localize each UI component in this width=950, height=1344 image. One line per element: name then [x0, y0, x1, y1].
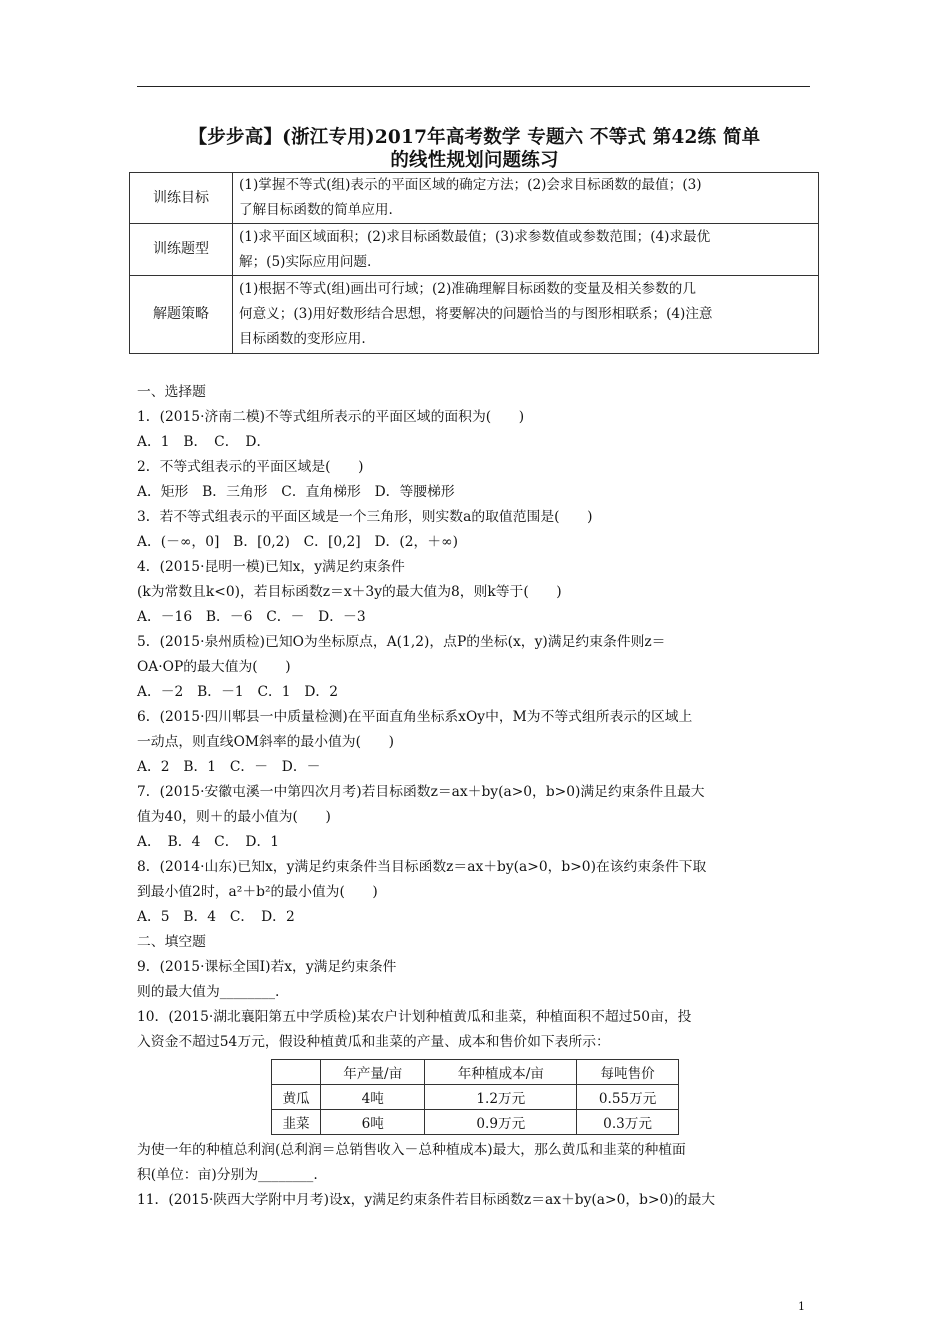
question-9: 9．(2015·课标全国Ⅰ)若x，y满足约束条件 [137, 959, 397, 975]
row-line: 何意义；(3)用好数形结合思想，将要解决的问题恰当的与图形相联系；(4)注意 [239, 306, 713, 322]
question-8: 8．(2014·山东)已知x，y满足约束条件当目标函数z＝ax＋by(a>0，b>0)在该约束条件下取 [137, 859, 707, 875]
question-4-options: A．－16 B．－6 C．－ D．－3 [137, 609, 366, 625]
question-1-options: A．1 B． C． D． [137, 434, 271, 450]
row-label: 解题策略 [130, 276, 233, 354]
question-8-cont: 到最小值2时，a²＋b²的最小值为( ) [137, 884, 378, 900]
question-7-cont: 值为40，则＋的最小值为( ) [137, 809, 331, 825]
question-6-options: A．2 B．1 C．－ D．－ [137, 759, 321, 775]
question-10-tail: 为使一年的种植总利润(总利润＝总销售收入－总种植成本)最大，那么黄瓜和韭菜的种植面 [137, 1142, 686, 1158]
question-10: 10．(2015·湖北襄阳第五中学质检)某农户计划种植黄瓜和韭菜，种植面积不超过50亩，投 [137, 1009, 692, 1025]
page-title [137, 126, 812, 172]
table-cell: 黄瓜 [272, 1085, 321, 1110]
question-8-options: A．5 B．4 C． D．2 [137, 909, 295, 925]
question-5-options: A．－2 B．－1 C．1 D．2 [137, 684, 339, 700]
table-row [130, 276, 819, 354]
training-goals-table [129, 172, 819, 354]
crop-data-table [271, 1059, 679, 1135]
section-heading-choice: 一、选择题 [137, 384, 206, 400]
question-5-cont: OA·OP的最大值为( ) [137, 659, 291, 675]
table-cell: 4吨 [321, 1085, 425, 1110]
table-row [130, 224, 819, 276]
question-6-cont: 一动点，则直线OM斜率的最小值为( ) [137, 734, 394, 750]
table-row [272, 1110, 679, 1135]
question-6: 6．(2015·四川郫县一中质量检测)在平面直角坐标系xOy中，M为不等式组所表示的区域上 [137, 709, 693, 725]
row-line: (1)求平面区域面积；(2)求目标函数最值；(3)求参数值或参数范围；(4)求最优 [239, 228, 711, 245]
row-line: 目标函数的变形应用. [239, 331, 366, 347]
header-cell [272, 1060, 321, 1085]
table-cell: 0.55万元 [577, 1085, 679, 1110]
question-4-cont: (k为常数且k<0)，若目标函数z＝x＋3y的最大值为8，则k等于( ) [137, 584, 562, 600]
table-row [130, 173, 819, 224]
question-1: 1．(2015·济南二模)不等式组所表示的平面区域的面积为( ) [137, 409, 525, 425]
header-cell: 年种植成本/亩 [425, 1060, 577, 1085]
table-cell: 0.9万元 [425, 1110, 577, 1135]
row-line: 解；(5)实际应用问题. [239, 253, 372, 270]
row-content [233, 224, 819, 276]
row-line: (1)掌握不等式(组)表示的平面区域的确定方法；(2)会求目标函数的最值；(3) [239, 177, 702, 193]
row-line: (1)根据不等式(组)画出可行域；(2)准确理解目标函数的变量及相关参数的几 [239, 281, 696, 297]
header-cell: 每吨售价 [577, 1060, 679, 1085]
table-cell: 韭菜 [272, 1110, 321, 1135]
question-3: 3．若不等式组表示的平面区域是一个三角形，则实数a的取值范围是( ) [137, 509, 593, 525]
question-10-cont: 入资金不超过54万元，假设种植黄瓜和韭菜的产量、成本和售价如下表所示： [137, 1034, 610, 1050]
row-line: 了解目标函数的简单应用. [239, 202, 393, 218]
header-cell: 年产量/亩 [321, 1060, 425, 1085]
section-heading-fill: 二、填空题 [137, 934, 206, 950]
row-content [233, 173, 819, 224]
question-3-options: A．(－∞，0] B．[0,2) C．[0,2] D．(2，＋∞) [137, 534, 458, 550]
title-line-1: 【步步高】(浙江专用)2017年高考数学 专题六 不等式 第42练 简单 [188, 127, 761, 148]
row-label: 训练题型 [130, 224, 233, 276]
table-cell: 0.3万元 [577, 1110, 679, 1135]
question-7-options: A． B．4 C． D．1 [137, 834, 280, 850]
question-9-cont: 则的最大值为________. [137, 984, 280, 1000]
table-header-row [272, 1060, 679, 1085]
row-content [233, 276, 819, 354]
question-5: 5．(2015·泉州质检)已知O为坐标原点，A(1,2)，点P的坐标(x，y)满足约束条件则z＝ [137, 634, 666, 650]
question-4: 4．(2015·昆明一模)已知x，y满足约束条件 [137, 559, 405, 575]
table-row [272, 1085, 679, 1110]
page-number: 1 [798, 1300, 805, 1313]
table-cell: 6吨 [321, 1110, 425, 1135]
question-7: 7．(2015·安徽屯溪一中第四次月考)若目标函数z＝ax＋by(a>0，b>0)满足约束条件且最大 [137, 784, 705, 800]
question-2: 2．不等式组表示的平面区域是( ) [137, 459, 364, 475]
question-11: 11．(2015·陕西大学附中月考)设x，y满足约束条件若目标函数z＝ax＋by(a>0，b>0)的最大 [137, 1192, 716, 1208]
question-10-answer: 积(单位：亩)分别为________. [137, 1167, 318, 1183]
question-2-options: A．矩形 B．三角形 C．直角梯形 D．等腰梯形 [137, 484, 455, 500]
row-label: 训练目标 [130, 173, 233, 224]
table-cell: 1.2万元 [425, 1085, 577, 1110]
header-rule [137, 86, 810, 87]
title-line-2: 的线性规划问题练习 [390, 150, 559, 171]
